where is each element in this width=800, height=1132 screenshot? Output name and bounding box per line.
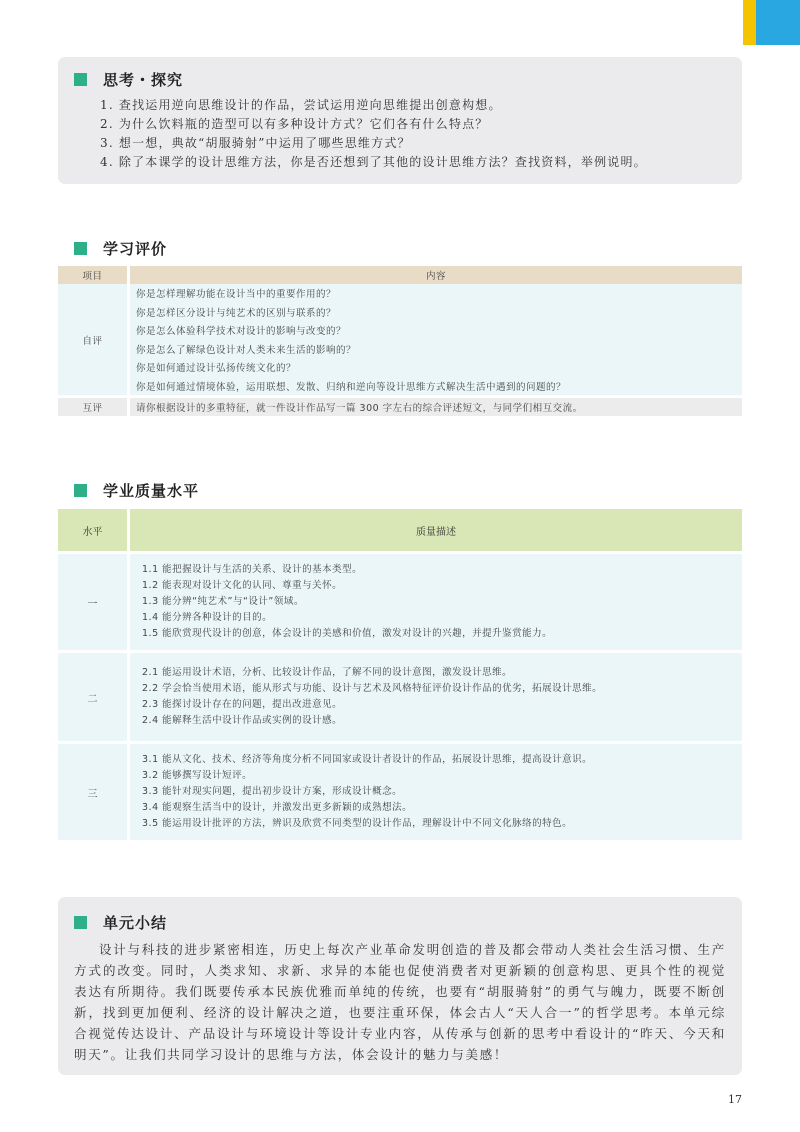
list-item: 1.3 能分辨“纯艺术”与“设计”领域。 bbox=[142, 596, 304, 607]
unit-summary-title: 单元小结 bbox=[103, 914, 168, 932]
self-eval-label: 自评 bbox=[58, 284, 130, 395]
table-row bbox=[58, 551, 742, 650]
list-item: 1.1 能把握设计与生活的关系、设计的基本类型。 bbox=[142, 564, 363, 575]
green-square-icon bbox=[74, 484, 87, 497]
self-eval-question-1: 你是怎样理解功能在设计当中的重要作用的？ bbox=[130, 284, 742, 303]
self-eval-question-4: 你是怎么了解绿色设计对人类未来生活的影响的？ bbox=[130, 340, 742, 359]
table-row bbox=[58, 303, 742, 322]
header-description: 质量描述 bbox=[130, 509, 742, 551]
level-3-label: 三 bbox=[58, 741, 130, 840]
self-eval-question-3: 你是怎么体验科学技术对设计的影响与改变的？ bbox=[130, 321, 742, 340]
think-item-3: 3. 想一想，典故“胡服骑射”中运用了哪些思维方式？ bbox=[100, 136, 411, 150]
level-1-label: 一 bbox=[58, 551, 130, 650]
table-row bbox=[58, 340, 742, 359]
list-item: 2.2 学会恰当使用术语，能从形式与功能、设计与艺术及风格特征评价设计作品的优劣，拓展设计思维。 bbox=[142, 683, 603, 694]
list-item: 2.4 能解释生活中设计作品或实例的设计感。 bbox=[142, 715, 343, 726]
list-item: 3.3 能针对现实问题，提出初步设计方案，形成设计概念。 bbox=[142, 786, 403, 797]
corner-tab-yellow bbox=[743, 0, 756, 45]
list-item: 1.4 能分辨各种设计的目的。 bbox=[142, 612, 273, 623]
quality-table bbox=[58, 509, 742, 840]
think-explore-title: 思考・探究 bbox=[103, 71, 184, 89]
green-square-icon bbox=[74, 242, 87, 255]
list-item: 3.2 能够撰写设计短评。 bbox=[142, 770, 253, 781]
list-item: 3.4 能观察生活当中的设计，并激发出更多新颖的成熟想法。 bbox=[142, 802, 413, 813]
table-row bbox=[58, 395, 742, 416]
table-row bbox=[58, 284, 742, 303]
think-item-4: 4. 除了本课学的设计思维方法，你是否还想到了其他的设计思维方法？查找资料，举例说明。 bbox=[100, 155, 647, 169]
level-1-descriptions bbox=[130, 551, 742, 650]
unit-summary-panel bbox=[58, 897, 742, 1075]
list-item: 1.5 能欣赏现代设计的创意，体会设计的美感和价值，激发对设计的兴趣，并提升鉴赏能力。 bbox=[142, 628, 553, 639]
table-row bbox=[58, 321, 742, 340]
level-2-descriptions bbox=[130, 650, 742, 741]
green-square-icon bbox=[74, 73, 87, 86]
green-square-icon bbox=[74, 916, 87, 929]
self-eval-question-2: 你是怎样区分设计与纯艺术的区别与联系的？ bbox=[130, 303, 742, 322]
unit-summary-heading bbox=[74, 912, 726, 933]
mutual-eval-text: 请你根据设计的多重特征，就一件设计作品写一篇 300 字左右的综合评述短文，与同学们相互交流。 bbox=[130, 395, 742, 416]
header-content: 内容 bbox=[130, 266, 742, 284]
list-item: 3.5 能运用设计批评的方法，辨识及欣赏不同类型的设计作品，理解设计中不同文化脉络的特色。 bbox=[142, 818, 573, 829]
think-explore-heading bbox=[74, 69, 742, 90]
think-explore-list bbox=[74, 96, 742, 172]
table-row bbox=[58, 358, 742, 377]
quality-heading bbox=[74, 480, 199, 501]
corner-tab-blue bbox=[756, 0, 800, 45]
self-eval-question-5: 你是如何通过设计弘扬传统文化的？ bbox=[130, 358, 742, 377]
list-item: 1.2 能表现对设计文化的认同、尊重与关怀。 bbox=[142, 580, 343, 591]
list-item: 2.1 能运用设计术语，分析、比较设计作品，了解不同的设计意图，激发设计思维。 bbox=[142, 667, 513, 678]
table-row bbox=[58, 377, 742, 396]
mutual-eval-label: 互评 bbox=[58, 395, 130, 416]
page-number: 17 bbox=[728, 1093, 742, 1106]
evaluation-header-row bbox=[58, 266, 742, 284]
think-item-1: 1. 查找运用逆向思维设计的作品，尝试运用逆向思维提出创意构想。 bbox=[100, 98, 502, 112]
list-item: 2.3 能探讨设计存在的问题，提出改进意见。 bbox=[142, 699, 343, 710]
level-3-descriptions bbox=[130, 741, 742, 840]
evaluation-heading bbox=[74, 238, 167, 259]
level-2-label: 二 bbox=[58, 650, 130, 741]
quality-title: 学业质量水平 bbox=[103, 482, 200, 500]
header-level: 水平 bbox=[58, 509, 130, 551]
self-eval-question-6: 你是如何通过情境体验，运用联想、发散、归纳和逆向等设计思维方式解决生活中遇到的问题的？ bbox=[130, 377, 742, 396]
list-item: 3.1 能从文化、技术、经济等角度分析不同国家或设计者设计的作品，拓展设计思维，提高设计意识。 bbox=[142, 754, 593, 765]
think-item-2: 2. 为什么饮料瓶的造型可以有多种设计方式？它们各有什么特点？ bbox=[100, 117, 489, 131]
think-explore-panel bbox=[58, 57, 742, 184]
evaluation-table bbox=[58, 266, 742, 416]
header-item: 项目 bbox=[58, 266, 130, 284]
table-row bbox=[58, 741, 742, 840]
unit-summary-text: 设计与科技的进步紧密相连，历史上每次产业革命发明创造的普及都会带动人类社会生活习惯、生产方式的改变。同时，人类求知、求新、求异的本能也促使消费者对更新颖的创意构思、更具个性的视觉表达有所期待。我们既要传承本民族优雅而单纯的传统，也要有“胡服骑射”的勇气与魄力，既要不断创新，找到更加便利、经济的设计解决之道，也要注重环保，体会古人“天人合一”的哲学思考。本单元综合视觉传达设计、产品设计与环境设计等设计专业内容，从传承与创新的思考中看设计的“昨天、今天和明天”。让我们共同学习设计的思维与方法，体会设计的魅力与美感！ bbox=[74, 942, 726, 1062]
table-row bbox=[58, 650, 742, 741]
quality-header-row bbox=[58, 509, 742, 551]
evaluation-title: 学习评价 bbox=[103, 240, 168, 258]
